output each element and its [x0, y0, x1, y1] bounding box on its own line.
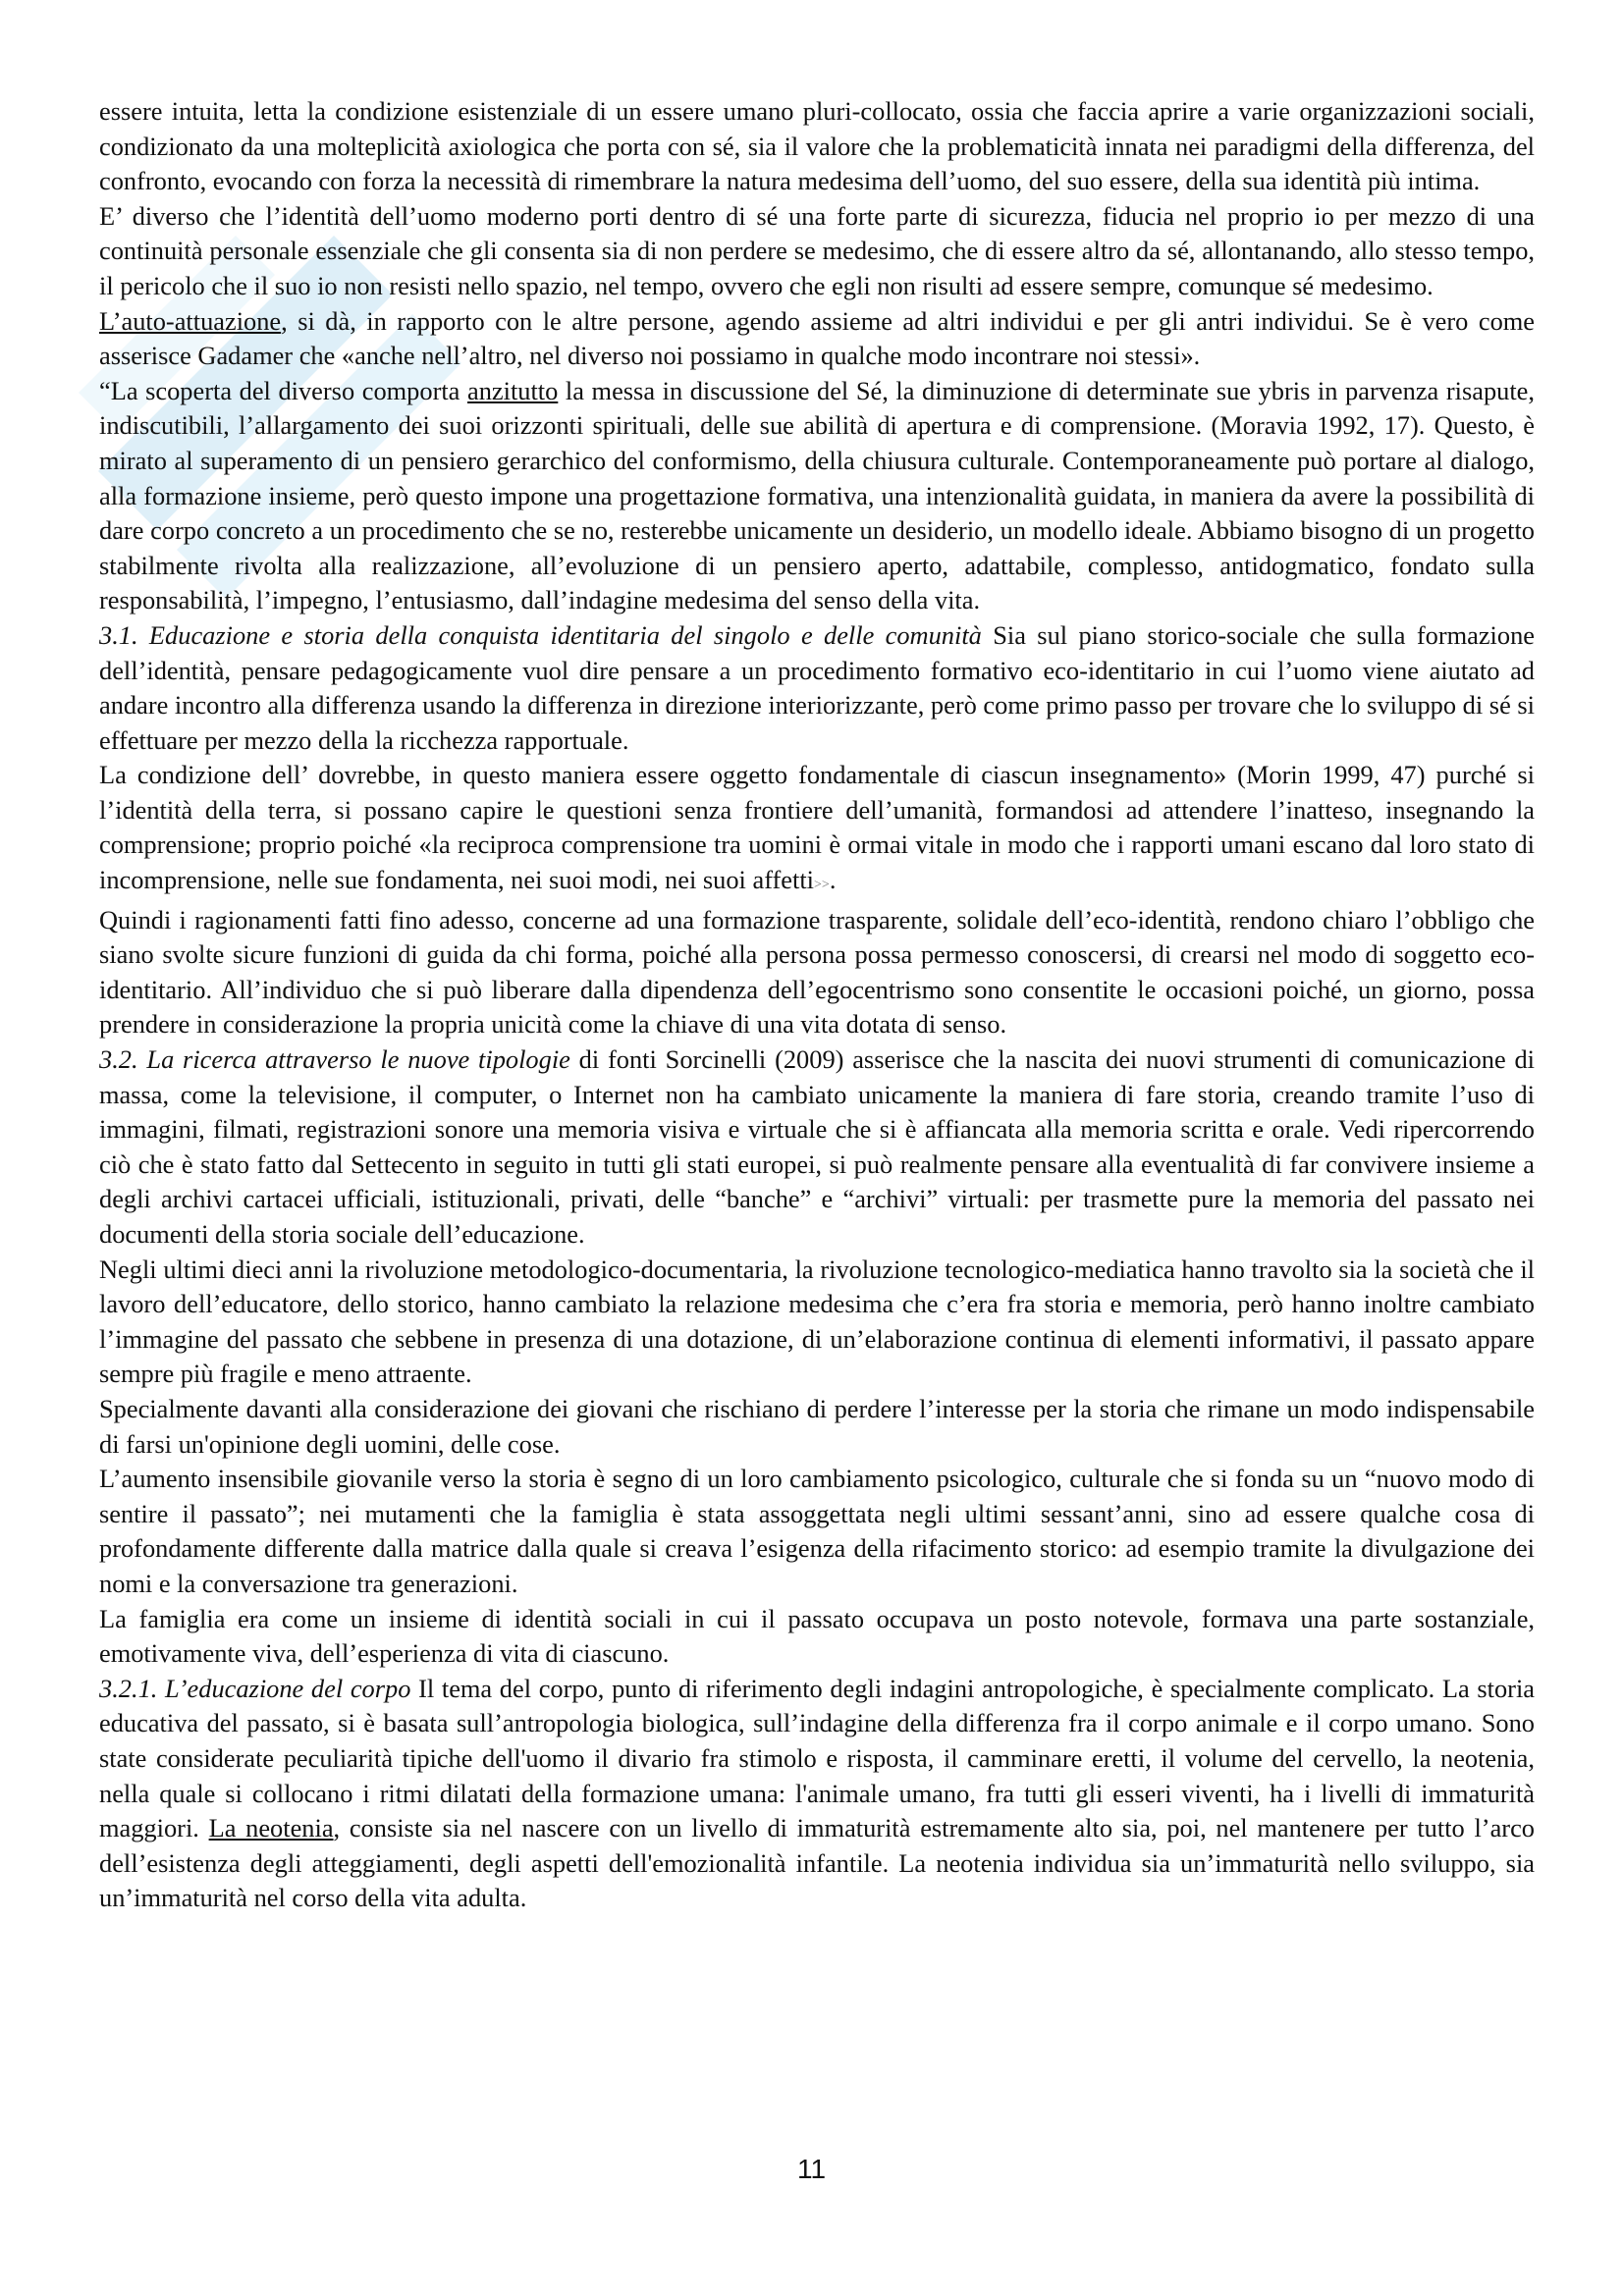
paragraph-2: E’ diverso che l’identità dell’uomo moderno porti dentro di sé una forte parte di sicurezza, fiducia nel proprio io per mezzo di una continuità personale essenziale che gli consenta sia di non perdere se medesimo, che di essere altro da sé, allontanando, allo stesso tempo, il pericolo che il suo io non resisti nello spazio, nel tempo, ovvero che egli non risulti ad essere sempre, comunque sé medesimo.: [99, 200, 1535, 300]
paragraph-11: L’aumento insensibile giovanile verso la storia è segno di un loro cambiamento psicologico, culturale che si fonda su un “nuovo modo di sentire il passato”; nei mutamenti che la famiglia è stata assoggettata negli ultimi sessant’anni, sino ad essere qualche cosa di profondamente differente dalla matrice dalla quale si creava l’esigenza della rifacimento storico: ad esempio tramite la divulgazione dei nomi e la conversazione tra generazioni.: [99, 1464, 1535, 1598]
paragraph-6: La condizione dell’ dovrebbe, in questo maniera essere oggetto fondamentale di ciascun insegnamento» (Morin 1999, 47) purché si l’identità della terra, si possano capire le questioni senza frontiere dell’umanità, formandosi ad attendere l’inatteso, insegnando la comprensione; proprio poiché «la reciproca comprensione tra uomini è ormai vitale in modo che i rapporti umani escano dal loro stato di incomprensione, nelle sue fondamenta, nei suoi modi, nei suoi affetti>>.: [99, 760, 1535, 895]
paragraph-10: Specialmente davanti alla considerazione dei giovani che rischiano di perdere l’interesse per la storia che rimane un modo indispensabile di farsi un'opinione degli uomini, delle cose.: [99, 1393, 1535, 1459]
paragraph-7: Quindi i ragionamenti fatti fino adesso, concerne ad una formazione trasparente, solidale dell’eco-identità, rendono chiaro l’obbligo che siano svolte sicure funzioni di guida da chi forma, poiché alla persona possa permesso conoscersi, di crearsi nel modo di soggetto eco-identitario. All’individuo che si può liberare dalla dipendenza dell’egocentrismo sono consentite le occasioni poiché, un giorno, possa prendere in considerazione la propria unicità come la chiave di una vita dotata di senso.: [99, 904, 1535, 1040]
paragraph-section-3-1: 3.1. Educazione e storia della conquista identitaria del singolo e delle comunità Sia sul piano storico-sociale che sulla formazione dell’identità, pensare pedagogicamente vuol dire pensare a un procedimento formativo eco-identitario in cui l’uomo viene aiutato ad andare incontro alla differenza usando la differenza in direzione interiorizzante, però come primo passo per trovare che lo sviluppo di sé si effettuare per mezzo della la ricchezza rapportuale.: [99, 619, 1535, 755]
paragraph-3: L’auto-attuazione, si dà, in rapporto con le altre persone, agendo assieme ad altri individui e per gli antri individui. Se è vero come asserisce Gadamer che «anche nell’altro, nel diverso noi possiamo in qualche modo incontrare noi stessi».: [99, 305, 1535, 371]
page-number: 11: [796, 2154, 827, 2184]
quote-mark: >>: [814, 878, 830, 893]
paragraph-1: essere intuita, letta la condizione esistenziale di un essere umano pluri-collocato, ossia che faccia aprire a varie organizzazioni sociali, condizionato da una molteplicità axiologica che porta con sé, sia il valore che la problematicità innata nei paradigmi della differenza, del confronto, evocando con forza la necessità di rimembrare la natura medesima dell’uomo, del suo essere, della sua identità più intima.: [99, 96, 1535, 196]
document-body: [99, 94, 1535, 1916]
section-heading-3-2-1: 3.2.1. L’educazione del corpo: [99, 1673, 411, 1703]
underlined-term-auto-attuazione: L’auto-attuazione: [99, 305, 282, 336]
paragraph-4: “La scoperta del diverso comporta anzitutto la messa in discussione del Sé, la diminuzione di determinate sue ybris in parvenza risapute, indiscutibili, l’allargamento dei suoi orizzonti spirituali, delle sue abilità di apertura e di comprensione. (Moravia 1992, 17). Questo, è mirato al superamento di un pensiero gerarchico del conformismo, della chiusura culturale. Contemporaneamente può portare al dialogo, alla formazione insieme, però questo impone una progettazione formativa, una intenzionalità guidata, in maniera da avere la possibilità di dare corpo concreto a un procedimento che se no, resterebbe unicamente un desiderio, un modello ideale. Abbiamo bisogno di un progetto stabilmente rivolta alla realizzazione, all’evoluzione di un pensiero aperto, adattabile, complesso, antidogmatico, fondato sulla responsabilità, l’impegno, l’entusiasmo, dall’indagine medesima del senso della vita.: [99, 375, 1535, 615]
paragraph-section-3-2-1: 3.2.1. L’educazione del corpo Il tema del corpo, punto di riferimento degli indagini antropologiche, è specialmente complicato. La storia educativa del passato, si è basata sull’antropologia biologica, sull’indagine della differenza fra il corpo animale e il corpo umano. Sono state considerate peculiarità tipiche dell'uomo il divario fra stimolo e risposta, il camminare eretti, il volume del cervello, la neotenia, nella quale si collocano i ritmi dilatati della formazione umana: l'animale umano, fra tutti gli esseri viventi, ha i livelli di immaturità maggiori. La neotenia, consiste sia nel nascere con un livello di immaturità estremamente alto sia, poi, nel mantenere per tutto l’arco dell’esistenza degli atteggiamenti, degli aspetti dell'emozionalità infantile. La neotenia individua sia un’immaturità nello sviluppo, sia un’immaturità nel corso della vita adulta.: [99, 1673, 1536, 1913]
paragraph-12: La famiglia era come un insieme di identità sociali in cui il passato occupava un posto notevole, formava una parte sostanziale, emotivamente viva, dell’esperienza di vita di ciascuno.: [99, 1603, 1535, 1669]
underlined-term-neotenia: La neotenia: [208, 1813, 334, 1843]
section-heading-3-2: 3.2. La ricerca attraverso le nuove tipologie: [99, 1044, 570, 1075]
underlined-term-anzitutto: anzitutto: [466, 375, 559, 405]
paragraph-section-3-2: 3.2. La ricerca attraverso le nuove tipologie di fonti Sorcinelli (2009) asserisce che la nascita dei nuovi strumenti di comunicazione di massa, come la televisione, il computer, o Internet non ha cambiato unicamente la maniera di fare storia, creando tramite l’uso di immagini, filmati, registrazioni sonore una memoria visiva e virtuale che si è affiancata alla memoria scritta e orale. Vedi ripercorrendo ciò che è stato fatto dal Settecento in seguito in tutti gli stati europei, si può realmente pensare alla eventualità di far convivere insieme a degli archivi cartacei ufficiali, istituzionali, privati, delle “banche” e “archivi” virtuali: per trasmette pure la memoria del passato nei documenti della storia sociale dell’educazione.: [99, 1044, 1535, 1249]
paragraph-9: Negli ultimi dieci anni la rivoluzione metodologico-documentaria, la rivoluzione tecnologico-mediatica hanno travolto sia la società che il lavoro dell’educatore, dello storico, hanno cambiato la relazione medesima che c’era fra storia e memoria, però hanno inoltre cambiato l’immagine del passato che sebbene in presenza di una dotazione, di un’elaborazione continua di elementi informativi, il passato appare sempre più fragile e meno attraente.: [99, 1254, 1535, 1389]
section-heading-3-1: 3.1. Educazione e storia della conquista identitaria del singolo e delle comunità: [99, 619, 982, 650]
